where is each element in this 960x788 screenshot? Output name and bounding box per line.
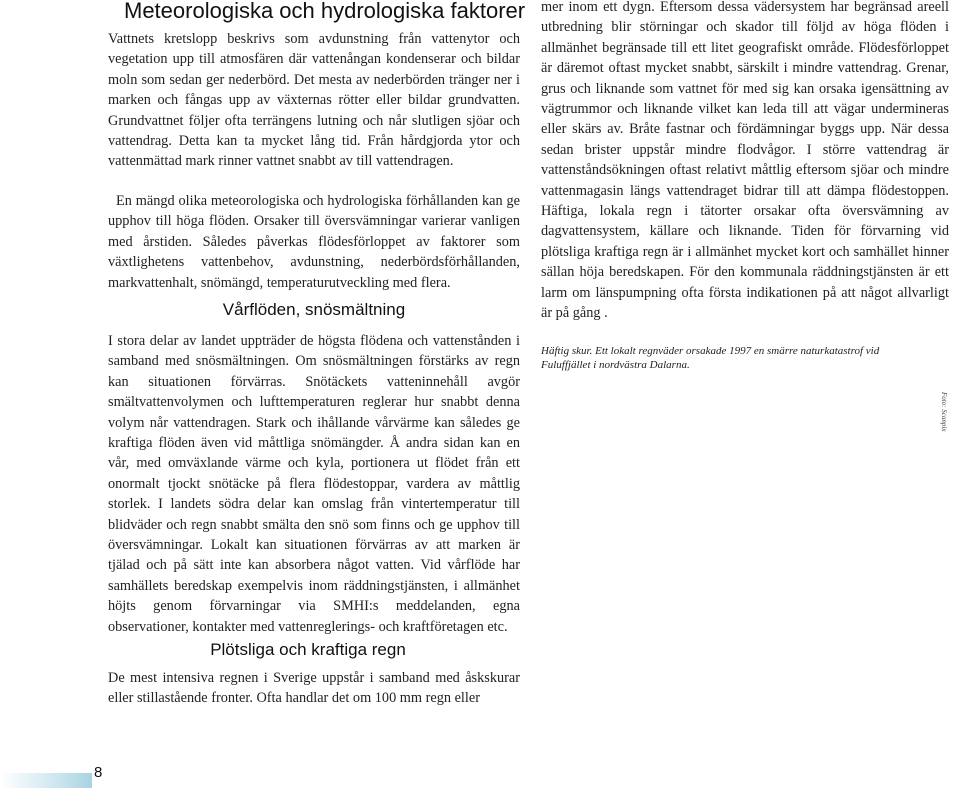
section-body-varfloden: I stora delar av landet uppträder de högsta flödena och vattenstånden i samband med snösmältningen. Om snösmältningen förstärks av regn kan situationen förvärras. Snötäckets vatteninnehåll avgör smältvattenvolymen och lufttemperaturen reglerar hur snabbt denna volym når vattendragen. Stark och ihållande vårvärme kan således ge kraftiga flöden även vid måttliga snömängder. Å andra sidan kan en vår, med omväxlande värme och kyla, portionera ut flödet från ett onormalt tjockt snötäcke på flera flödestoppar, vardera av måttlig storlek. I landets södra delar kan omslag från vintertemperatur till blidväder och regn snabbt smälta den snö som finns och ge upphov till översvämningar. Lokalt kan situationen förvärras av att marken är tjälad och på sätt inte kan absorbera något vatten. Vid vårflöde har samhällets beredskap exempelvis inom räddningstjänsten, i allmänhet höjts genom förvarningar via SMHI:s meddelanden, egna observationer, kontakter med vattenreglerings- och kraftföretagen etc. [108,333,520,635]
section-heading-varfloden: Vårflöden, snösmältning [222,300,406,319]
page-number: 8 [94,764,103,781]
section-body-regn-start: De mest intensiva regnen i Sverige uppstår i samband med åskskurar eller stillastående fronter. Ofta handlar det om 100 mm regn eller [108,670,520,707]
caption-text: Ett lokalt regnväder orsakade 1997 en smärre naturkatastrof vid Fuluffjället i nordvästra Dalarna. [541,345,880,371]
section-body-regn-continued: mer inom ett dygn. Eftersom dessa vädersystem har begränsad areell utbredning blir störningar och skador till följd av höga flöden i allmänhet begränsade till ett litet geografiskt område. Flödesförloppet är däremot oftast mycket snabbt, särskilt i mindre vattendrag. Grenar, grus och liknande som vattnet för med sig kan orsaka igensättning av vägtrummor och liknande vilket kan leda till att vägar undermineras eller skärs av. Bråte fastnar och fördämningar byggs upp. När dessa sedan brister uppstår mindre flodvågor. I större vattendrag är vattenståndsökningen oftast relativt måttlig eftersom sjöar och mindre vattenmagasin längs vattendraget bidrar till att dämpa flödestoppen. Häftiga, lokala regn i tätorter orsakar ofta översvämning av dagvattensystem, källare och liknande. Tiden för förvarning vid plötsliga kraftiga regn är i allmänhet mycket kort och samhället hinner sällan höja beredskapen. För den kommunala räddningstjänsten är ett larm om länspumpning ofta första indikationen på att något allvarligt är på gång . [541,0,949,322]
intro-paragraph-2: En mängd olika meteorologiska och hydrologiska förhållanden kan ge upphov till höga flöden. Orsaker till översvämningar varierar vanligen med årstiden. Således påverkas flödesförloppet av faktorer som växtlighetens vattenbehov, avdunstning, nederbördsförhållanden, markvattenhalt, snömängd, temperaturutveckling med flera. [108,193,520,291]
footer-accent-bar [0,773,92,788]
intro-paragraph-1: Vattnets kretslopp beskrivs som avdunstning från vattenytor och vegetation upp till atmosfären där vattenångan kondenserar och bildar moln som sedan ger nederbörd. Det mesta av nederbörden tränger ner i marken och fångas upp av växternas rötter eller bildar grundvatten. Grundvattnet följer ofta terrängens lutning och når slutligen sjöar och vattendrag. Detta kan ta mycket lång tid. Från hårdgjorda ytor och vattenmättad mark rinner vattnet snabbt av till vattendragen. [108,31,520,170]
photo-credit: Foto: Scanpix [940,392,948,432]
page-title: Meteorologiska och hydrologiska faktorer [124,0,526,23]
caption-lead: Häftig skur. [541,345,593,357]
photo-caption [541,344,921,372]
section-heading-regn: Plötsliga och kraftiga regn [210,640,406,659]
